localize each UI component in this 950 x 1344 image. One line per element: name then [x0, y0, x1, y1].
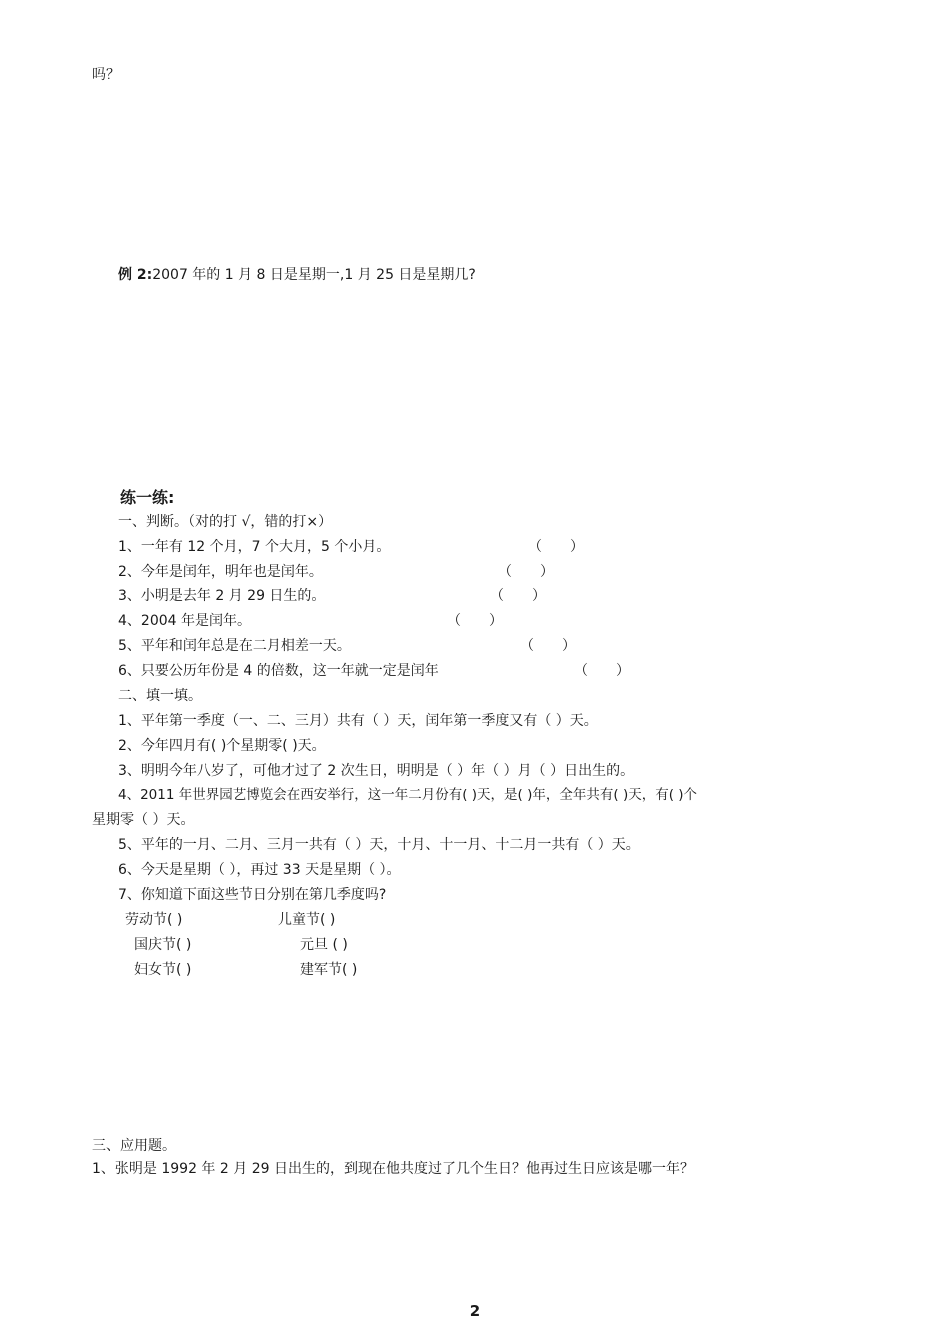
fill-item-6: 6、今天是星期（ ），再过 33 天是星期（ ）。 [118, 862, 401, 878]
judge-item-3: 3、小明是去年 2 月 29 日生的。 [118, 588, 326, 604]
judge-item-2: 2、今年是闰年，明年也是闰年。 [118, 564, 323, 580]
holiday-newyear: 元旦 ( ) [300, 937, 348, 953]
section1-heading: 一、判断。（对的打 √，错的打×） [118, 514, 333, 530]
fill-item-7: 7、你知道下面这些节日分别在第几季度吗? [118, 887, 387, 903]
fill-item-5: 5、平年的一月、二月、三月一共有（ ）天，十月、十一月、十二月一共有（ ）天。 [118, 837, 640, 853]
example-2-text: 2007 年的 1 月 8 日是星期一,1 月 25 日是星期几? [152, 267, 476, 283]
judge-item-5: 5、平年和闰年总是在二月相差一天。 [118, 638, 351, 654]
application-item-1: 1、张明是 1992 年 2 月 29 日出生的，到现在他共度过了几个生日？他再过生日应该是哪一年？ [92, 1161, 694, 1177]
fill-item-4: 4、2011 年世界园艺博览会在西安举行，这一年二月份有( )天，是( )年，全年共有( )天，有( )个 [118, 787, 698, 803]
judge-mark-3: （ ） [490, 588, 546, 604]
fill-item-2: 2、今年四月有( )个星期零( )天。 [118, 738, 326, 754]
judge-mark-1: （ ） [528, 539, 584, 555]
page-number: 2 [469, 1302, 481, 1320]
top-fragment: 吗？ [92, 67, 120, 83]
judge-item-4: 4、2004 年是闰年。 [118, 613, 251, 629]
section3-heading: 三、应用题。 [92, 1138, 176, 1154]
judge-mark-4: （ ） [447, 613, 503, 629]
holiday-labor: 劳动节( ) [125, 912, 183, 928]
fill-item-3: 3、明明今年八岁了，可他才过了 2 次生日，明明是（ ）年（ ）月（ ）日出生的。 [118, 763, 635, 779]
judge-mark-6: （ ） [574, 663, 630, 679]
section2-heading: 二、填一填。 [118, 688, 202, 704]
judge-mark-2: （ ） [498, 564, 554, 580]
holiday-women: 妇女节( ) [134, 962, 192, 978]
fill-item-1: 1、平年第一季度（一、二、三月）共有（ ）天，闰年第一季度又有（ ）天。 [118, 713, 598, 729]
holiday-national: 国庆节( ) [134, 937, 192, 953]
holiday-army: 建军节( ) [300, 962, 358, 978]
practice-title: 练一练: [120, 488, 175, 507]
fill-item-4-cont: 星期零（ ）天。 [92, 812, 195, 828]
judge-mark-5: （ ） [520, 638, 576, 654]
judge-item-1: 1、一年有 12 个月，7 个大月，5 个小月。 [118, 539, 391, 555]
holiday-children: 儿童节( ) [278, 912, 336, 928]
judge-item-6: 6、只要公历年份是 4 的倍数，这一年就一定是闰年 [118, 663, 439, 679]
example-2 [118, 266, 476, 284]
example-2-label: 例 2: [118, 267, 153, 283]
